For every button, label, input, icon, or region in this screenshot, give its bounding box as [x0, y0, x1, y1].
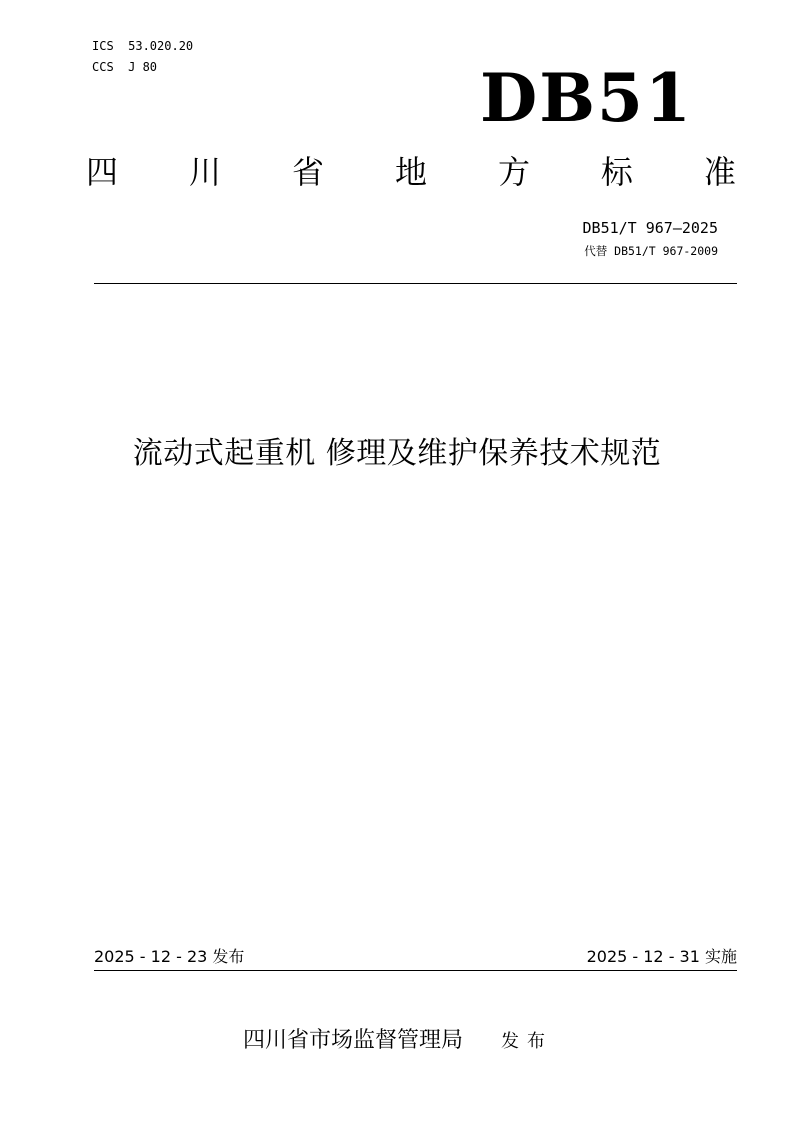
implementation-date: 2025 - 12 - 31 实施 [586, 947, 737, 966]
standard-type-char: 准 [703, 153, 736, 191]
standard-type-char: 方 [497, 153, 530, 191]
standard-type-char: 省 [291, 153, 324, 191]
header-divider [94, 283, 737, 284]
footer-divider [94, 970, 737, 971]
publisher-name: 四川省市场监督管理局 [243, 1028, 464, 1053]
publish-label: 发布 [501, 1031, 554, 1052]
ccs-code: CCS J 80 [92, 60, 158, 74]
publisher-line [243, 1026, 553, 1057]
replaced-standard-number: 代替 DB51/T 967-2009 [584, 244, 718, 258]
ics-code: ICS 53.020.20 [92, 39, 194, 53]
issue-date: 2025 - 12 - 23 发布 [94, 947, 245, 966]
document-title: 流动式起重机 修理及维护保养技术规范 [132, 436, 662, 471]
standard-type-char: 标 [600, 153, 633, 191]
standard-number: DB51/T 967—2025 [582, 219, 718, 237]
standard-type-heading [86, 152, 736, 192]
db51-mark: DB51 [480, 59, 693, 137]
standard-type-char: 地 [394, 153, 427, 191]
standard-type-char: 川 [188, 153, 221, 191]
standard-type-char: 四 [86, 153, 119, 191]
